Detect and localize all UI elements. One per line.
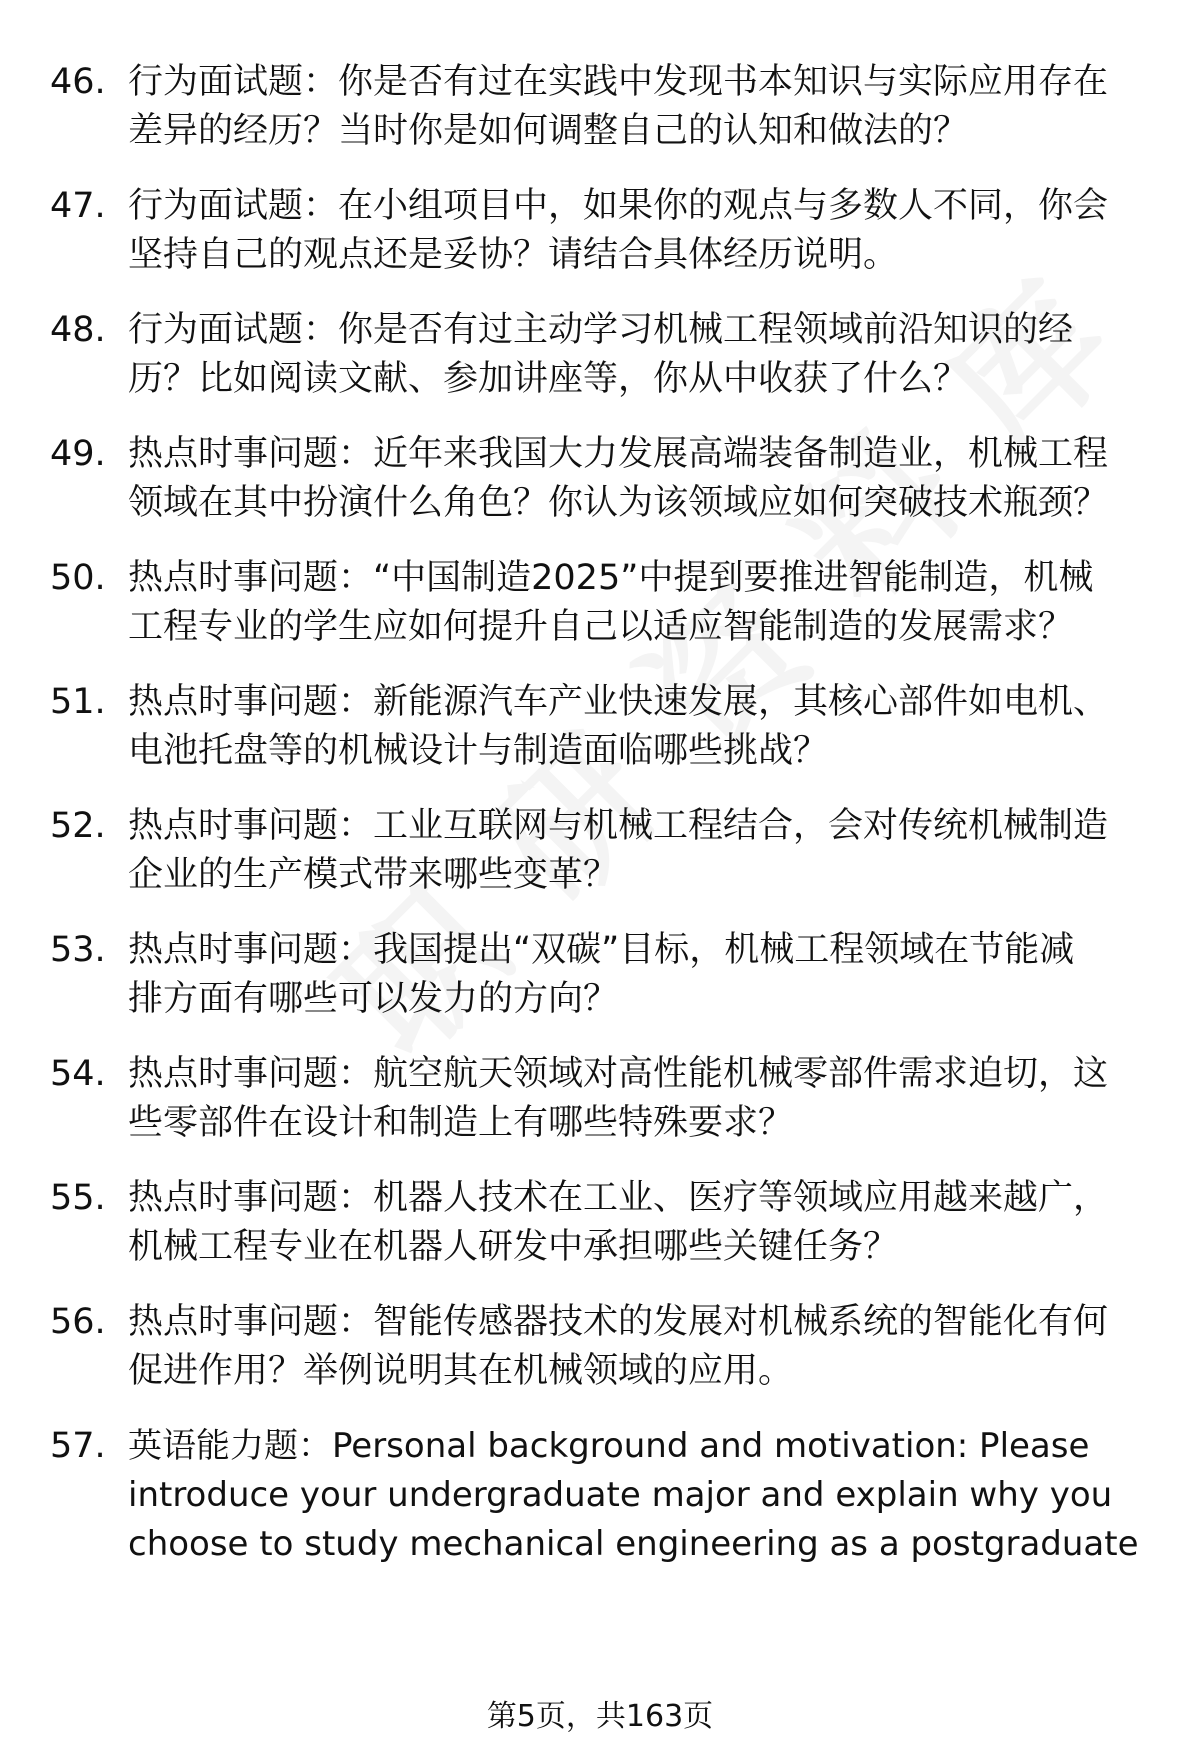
question-number: 51. (50, 682, 106, 722)
question-text: 热点时事问题：近年来我国大力发展高端装备制造业，机械工程 领域在其中扮演什么角色？你认为该领域应如何突破技术瓶颈？ (128, 434, 1109, 523)
question-number: 54. (50, 1054, 106, 1094)
question-item (0, 430, 1200, 528)
question-item (0, 1422, 1200, 1569)
question-item (0, 678, 1200, 776)
question-item (0, 802, 1200, 900)
question-text: 热点时事问题：智能传感器技术的发展对机械系统的智能化有何 促进作用？举例说明其在机械领域的应用。 (128, 1302, 1109, 1391)
question-text: 热点时事问题：航空航天领域对高性能机械零部件需求迫切，这 些零部件在设计和制造上有哪些特殊要求？ (128, 1054, 1109, 1143)
question-number: 50. (50, 558, 106, 598)
question-text: 行为面试题：你是否有过在实践中发现书本知识与实际应用存在 差异的经历？当时你是如何调整自己的认知和做法的？ (128, 62, 1109, 151)
question-text: 热点时事问题：我国提出“双碳”目标，机械工程领域在节能减 排方面有哪些可以发力的方向？ (128, 930, 1075, 1019)
question-number: 57. (50, 1426, 106, 1466)
question-item (0, 926, 1200, 1024)
question-number: 55. (50, 1178, 106, 1218)
question-item (0, 1174, 1200, 1272)
question-number: 46. (50, 62, 106, 102)
question-text: 热点时事问题：工业互联网与机械工程结合，会对传统机械制造 企业的生产模式带来哪些变革？ (128, 806, 1109, 895)
question-item (0, 58, 1200, 156)
question-number: 47. (50, 186, 106, 226)
question-number: 53. (50, 930, 106, 970)
question-text: 行为面试题：在小组项目中，如果你的观点与多数人不同，你会 坚持自己的观点还是妥协？请结合具体经历说明。 (128, 186, 1109, 275)
question-item (0, 182, 1200, 280)
question-list (0, 58, 1200, 1595)
question-number: 52. (50, 806, 106, 846)
question-text: 行为面试题：你是否有过主动学习机械工程领域前沿知识的经 历？比如阅读文献、参加讲座等，你从中收获了什么？ (128, 310, 1074, 399)
question-number: 49. (50, 434, 106, 474)
question-text: 热点时事问题：新能源汽车产业快速发展，其核心部件如电机、 电池托盘等的机械设计与制造面临哪些挑战？ (128, 682, 1109, 771)
question-text: 热点时事问题：机器人技术在工业、医疗等领域应用越来越广， 机械工程专业在机器人研发中承担哪些关键任务？ (128, 1178, 1109, 1267)
question-text: 英语能力题：Personal background and motivation: Please introduce your undergraduate major and explain why you choose to study mechanical engineering as a postgraduate (128, 1426, 1139, 1564)
question-item (0, 554, 1200, 652)
question-item (0, 306, 1200, 404)
question-number: 48. (50, 310, 106, 350)
question-number: 56. (50, 1302, 106, 1342)
question-item (0, 1050, 1200, 1148)
question-item (0, 1298, 1200, 1396)
page-footer: 第5页，共163页 (486, 1699, 714, 1734)
question-text: 热点时事问题：“中国制造2025”中提到要推进智能制造，机械 工程专业的学生应如何提升自己以适应智能制造的发展需求？ (128, 558, 1094, 647)
